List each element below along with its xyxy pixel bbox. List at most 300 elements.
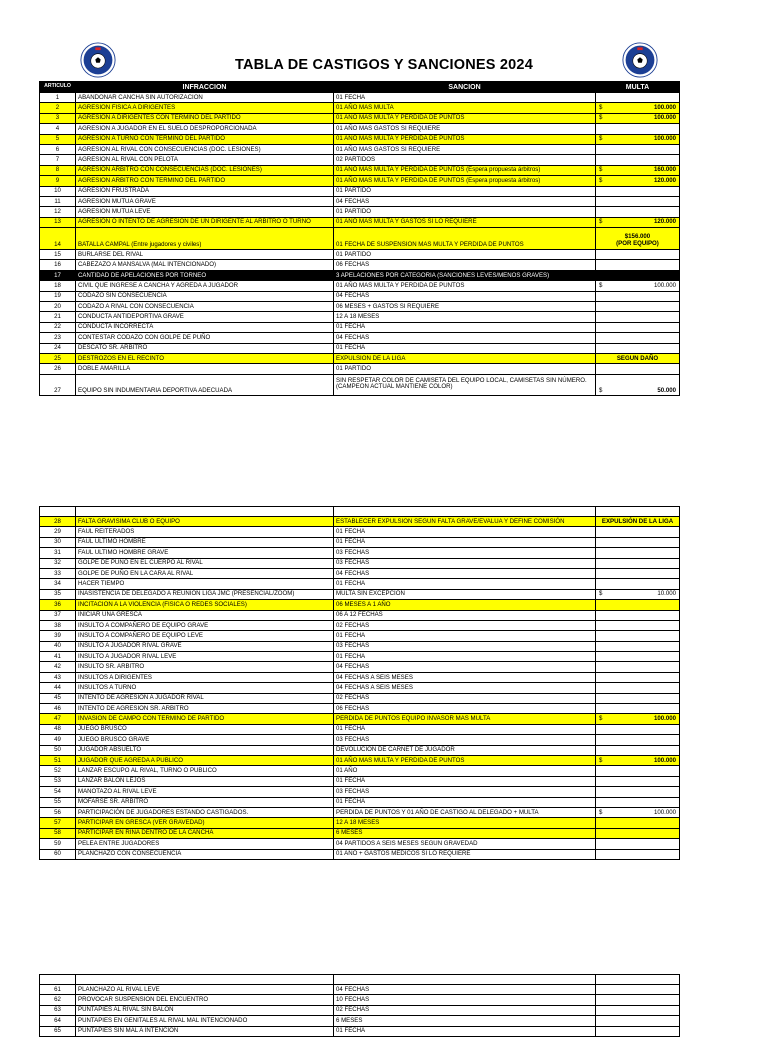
articulo-cell: 48 (40, 724, 76, 734)
table-row (40, 985, 680, 995)
sancion-cell: EXPULSION DE LA LIGA (334, 353, 596, 363)
multa-cell (596, 270, 680, 280)
multa-cell (596, 755, 680, 765)
table-row (40, 641, 680, 651)
sancion-cell: 01 FECHA (334, 652, 596, 662)
multa-cell (596, 828, 680, 838)
articulo-cell: 7 (40, 155, 76, 165)
articulo-cell: 14 (40, 228, 76, 250)
infraccion-cell: JUGADOR QUE AGREDA A PUBLICO (76, 755, 334, 765)
infraccion-cell: PELEA ENTRE JUGADORES (76, 839, 334, 849)
articulo-cell: 56 (40, 807, 76, 817)
table-row (40, 250, 680, 260)
table-row (40, 766, 680, 776)
sancion-cell: 01 AÑO MAS MULTA Y PERDIDA DE PUNTOS (334, 113, 596, 123)
articulo-cell: 17 (40, 270, 76, 280)
sancion-cell: 01 FECHA (334, 343, 596, 353)
multa-cell (596, 291, 680, 301)
table-row (40, 260, 680, 270)
infraccion-cell: GOLPE DE PUÑO EN LA CARA AL RIVAL (76, 568, 334, 578)
infraccion-cell: JUEGO BRUSCO GRAVE (76, 735, 334, 745)
multa-cell (596, 507, 680, 517)
currency-symbol: $ (599, 135, 603, 143)
multa-cell (596, 704, 680, 714)
sancion-cell: 04 FECHAS A SEIS MESES (334, 683, 596, 693)
multa-amount: 100.000 (653, 756, 676, 764)
sancion-cell: MULTA SIN EXCEPCION (334, 589, 596, 599)
sancion-cell: DEVOLUCION DE CARNET DE JUGADOR (334, 745, 596, 755)
table-row (40, 281, 680, 291)
sancion-cell (334, 975, 596, 985)
multa-cell (596, 113, 680, 123)
articulo-cell: 37 (40, 610, 76, 620)
table-row (40, 620, 680, 630)
sancion-cell: 01 PARTIDO (334, 186, 596, 196)
sancion-cell: 01 FECHA (334, 797, 596, 807)
multa-cell (596, 155, 680, 165)
multa-cell (596, 652, 680, 662)
table-row (40, 849, 680, 859)
sancion-cell: 04 FECHAS (334, 333, 596, 343)
table-row (40, 228, 680, 250)
multa-amount: 100.000 (653, 104, 676, 112)
multa-amount: 160.000 (653, 166, 676, 174)
multa-cell (596, 610, 680, 620)
articulo-cell: 47 (40, 714, 76, 724)
table-row (40, 610, 680, 620)
infraccion-cell: AGRESION ARBITRO CON CONSECUENCIAS (DOC. LESIONES) (76, 165, 334, 175)
sancion-cell: 01 FECHA (334, 527, 596, 537)
table-row (40, 704, 680, 714)
infraccion-cell: FAUL ULTIMO HOMBRE GRAVE (76, 548, 334, 558)
multa-cell (596, 672, 680, 682)
sancion-cell: 03 FECHAS (334, 558, 596, 568)
infraccion-cell: DESTROZOS EN EL RECINTO (76, 353, 334, 363)
infraccion-cell: BATALLA CAMPAL (Entre jugadores y civiles) (76, 228, 334, 250)
articulo-cell: 57 (40, 818, 76, 828)
table-row (40, 93, 680, 103)
articulo-cell (40, 975, 76, 985)
sancion-cell: 01 AÑO MAS MULTA Y PERDIDA DE PUNTOS (Espera propuesta árbitros) (334, 176, 596, 186)
infraccion-cell: AGRESION AL RIVAL CON CONSECUENCIAS (DOC. LESIONES) (76, 144, 334, 154)
articulo-cell: 44 (40, 683, 76, 693)
multa-cell (596, 745, 680, 755)
sancion-cell: 06 MESES A 1 AÑO (334, 600, 596, 610)
sancion-cell: 01 AÑO MAS MULTA Y PERDIDA DE PUNTOS (334, 134, 596, 144)
infraccion-cell: PARTICIPACIÓN DE JUGADORES ESTANDO CASTIGADOS. (76, 807, 334, 817)
table-row (40, 507, 680, 517)
infraccion-cell: JUGADOR ABSUELTO (76, 745, 334, 755)
table-row (40, 207, 680, 217)
table-row (40, 333, 680, 343)
table-row (40, 631, 680, 641)
multa-amount: 120.000 (653, 218, 676, 226)
articulo-cell: 15 (40, 250, 76, 260)
multa-cell (596, 787, 680, 797)
multa-amount: 100.000 (653, 808, 676, 816)
sancion-cell: 02 PARTIDOS (334, 155, 596, 165)
multa-cell (596, 568, 680, 578)
table-row (40, 322, 680, 332)
table-row (40, 165, 680, 175)
sancion-cell: 10 FECHAS (334, 995, 596, 1005)
infraccion-cell: ABANDONAR CANCHA SIN AUTORIZACION (76, 93, 334, 103)
multa-cell (596, 839, 680, 849)
articulo-cell: 11 (40, 196, 76, 206)
infraccion-cell: PUNTAPIES AL RIVAL SIN BALON (76, 1005, 334, 1015)
sancion-cell: 04 FECHAS (334, 662, 596, 672)
multa-cell (596, 1005, 680, 1015)
table-row (40, 807, 680, 817)
sancion-cell: 01 AÑO MAS MULTA Y PERDIDA DE PUNTOS (334, 755, 596, 765)
column-header-multa: MULTA (596, 82, 680, 93)
multa-cell (596, 207, 680, 217)
table-row (40, 270, 680, 280)
sancion-cell: 6 MESES (334, 828, 596, 838)
table-row (40, 364, 680, 374)
column-header-articulo: ARTICULO (40, 82, 76, 93)
infraccion-cell: JUEGO BRUSCO (76, 724, 334, 734)
currency-symbol: $ (599, 166, 603, 174)
table-row (40, 818, 680, 828)
table-row (40, 745, 680, 755)
infraccion-cell: MOFARSE SR. ARBITRO (76, 797, 334, 807)
sancion-cell: 03 FECHAS (334, 641, 596, 651)
currency-symbol: $ (599, 590, 603, 598)
multa-cell (596, 849, 680, 859)
articulo-cell: 6 (40, 144, 76, 154)
table-row (40, 568, 680, 578)
multa-cell (596, 134, 680, 144)
infraccion-cell: DESCATO SR. ARBITRO (76, 343, 334, 353)
infraccion-cell: AGRESION AL RIVAL CON PELOTA (76, 155, 334, 165)
infraccion-cell: CABEZAZO A MANSALVA (MAL INTENCIONADO) (76, 260, 334, 270)
sancion-cell: 01 PARTIDO (334, 207, 596, 217)
multa-cell (596, 374, 680, 395)
articulo-cell: 42 (40, 662, 76, 672)
articulo-cell: 26 (40, 364, 76, 374)
articulo-cell: 23 (40, 333, 76, 343)
infraccion-cell: AGRESION MUTUA GRAVE (76, 196, 334, 206)
articulo-cell: 46 (40, 704, 76, 714)
table-row (40, 787, 680, 797)
multa-cell (596, 302, 680, 312)
articulo-cell: 4 (40, 124, 76, 134)
sancion-cell: 03 FECHAS (334, 735, 596, 745)
infraccion-cell: HACER TIEMPO (76, 579, 334, 589)
multa-cell: SEGUN DAÑO (596, 353, 680, 363)
articulo-cell: 62 (40, 995, 76, 1005)
multa-cell (596, 641, 680, 651)
currency-symbol: $ (599, 104, 603, 112)
infraccion-cell: INSULTOS A DIRIGENTES (76, 672, 334, 682)
sancion-cell: 06 MESES + GASTOS SI REQUIERE (334, 302, 596, 312)
multa-cell (596, 558, 680, 568)
articulo-cell: 1 (40, 93, 76, 103)
table-row (40, 548, 680, 558)
column-header-infraccion: INFRACCION (76, 82, 334, 93)
multa-cell (596, 312, 680, 322)
infraccion-cell (76, 975, 334, 985)
articulo-cell: 45 (40, 693, 76, 703)
articulo-cell: 39 (40, 631, 76, 641)
sancion-cell: 01 AÑO MAS MULTA (334, 103, 596, 113)
multa-cell (596, 165, 680, 175)
table-row (40, 176, 680, 186)
infraccion-cell: CANTIDAD DE APELACIONES POR TORNEO (76, 270, 334, 280)
multa-amount: 10.000 (657, 590, 676, 598)
multa-cell (596, 217, 680, 227)
currency-symbol: $ (599, 386, 603, 394)
articulo-cell: 10 (40, 186, 76, 196)
multa-cell (596, 714, 680, 724)
articulo-cell: 61 (40, 985, 76, 995)
multa-cell (596, 124, 680, 134)
multa-cell (596, 683, 680, 693)
sancion-cell: 06 FECHAS (334, 260, 596, 270)
infraccion-cell: INTENTO DE AGRESION A JUGADOR RIVAL (76, 693, 334, 703)
articulo-cell: 3 (40, 113, 76, 123)
sancion-cell: 01 AÑO MAS MULTA Y GASTOS SI LO REQUIERE (334, 217, 596, 227)
articulo-cell (40, 507, 76, 517)
infraccion-cell: PUNTAPIES EN GENITALES AL RIVAL MAL INTENCIONADO (76, 1016, 334, 1026)
articulo-cell: 51 (40, 755, 76, 765)
currency-symbol: $ (599, 176, 603, 184)
infraccion-cell: CONDUCTA INCORRECTA (76, 322, 334, 332)
infraccion-cell: CONTESTAR CODAZO CON GOLPE DE PUÑO (76, 333, 334, 343)
infraccion-cell: PLANCHAZO AL RIVAL LEVE (76, 985, 334, 995)
articulo-cell: 33 (40, 568, 76, 578)
sancion-cell: 01 FECHA (334, 322, 596, 332)
multa-amount: 100.000 (653, 135, 676, 143)
sancion-cell: 01 AÑO (334, 766, 596, 776)
articulo-cell: 8 (40, 165, 76, 175)
articulo-cell: 55 (40, 797, 76, 807)
multa-cell (596, 250, 680, 260)
table-header-row (40, 82, 680, 93)
articulo-cell: 38 (40, 620, 76, 630)
articulo-cell: 35 (40, 589, 76, 599)
multa-cell (596, 281, 680, 291)
articulo-cell: 13 (40, 217, 76, 227)
table-row (40, 113, 680, 123)
articulo-cell: 12 (40, 207, 76, 217)
articulo-cell: 28 (40, 517, 76, 527)
sancion-cell (334, 507, 596, 517)
sancion-cell: 12 A 18 MESES (334, 818, 596, 828)
infraccion-cell: FAUL ULTIMO HOMBRE (76, 537, 334, 547)
articulo-cell: 2 (40, 103, 76, 113)
articulo-cell: 29 (40, 527, 76, 537)
multa-cell (596, 333, 680, 343)
table-row (40, 517, 680, 527)
infraccion-cell: AGRESION A DIRIGENTES CON TERMINO DEL PARTIDO (76, 113, 334, 123)
table-row (40, 579, 680, 589)
infraccion-cell: FAUL REITERADOS (76, 527, 334, 537)
multa-cell (596, 103, 680, 113)
multa-amount: 100.000 (653, 715, 676, 723)
currency-symbol: $ (599, 281, 603, 289)
multa-cell (596, 807, 680, 817)
infraccion-cell: PROVOCAR SUSPENSION DEL ENCUENTRO (76, 995, 334, 1005)
articulo-cell: 50 (40, 745, 76, 755)
multa-cell (596, 693, 680, 703)
page-title: TABLA DE CASTIGOS Y SANCIONES 2024 (235, 57, 533, 73)
infraccion-cell: AGRESION O INTENTO DE AGRESION DE UN DIRIGENTE AL ARBITRO O TURNO (76, 217, 334, 227)
table-row (40, 724, 680, 734)
multa-note: (POR EQUIPO) (616, 240, 659, 248)
articulo-cell: 49 (40, 735, 76, 745)
sanctions-table-part-2 (39, 506, 680, 860)
infraccion-cell: CIVIL QUE INGRESE A CANCHA Y AGREDA A JUGADOR (76, 281, 334, 291)
multa-cell (596, 589, 680, 599)
table-row (40, 124, 680, 134)
infraccion-cell: AGRESION ARBITRO CON TERMINO DEL PARTIDO (76, 176, 334, 186)
sancion-cell: 01 AÑO MAS GASTOS SI REQUIERE (334, 144, 596, 154)
multa-amount: 120.000 (653, 176, 676, 184)
sancion-cell: 04 FECHAS (334, 291, 596, 301)
multa-cell (596, 364, 680, 374)
infraccion-cell: CODAZO A RIVAL CON CONSECUENCIA (76, 302, 334, 312)
table-row (40, 1005, 680, 1015)
articulo-cell: 25 (40, 353, 76, 363)
infraccion-cell: INSULTO SR. ARBITRO (76, 662, 334, 672)
multa-cell (596, 1016, 680, 1026)
articulo-cell: 27 (40, 374, 76, 395)
infraccion-cell: INASISTENCIA DE DELEGADO A REUNION LIGA JMC (PRESENCIAL/ZOOM) (76, 589, 334, 599)
multa-cell (596, 995, 680, 1005)
articulo-cell: 36 (40, 600, 76, 610)
multa-amount: 100.000 (653, 281, 676, 289)
articulo-cell: 60 (40, 849, 76, 859)
articulo-cell: 40 (40, 641, 76, 651)
sancion-cell: 12 A 18 MESES (334, 312, 596, 322)
multa-cell (596, 1026, 680, 1036)
table-row (40, 196, 680, 206)
table-row (40, 291, 680, 301)
table-row (40, 735, 680, 745)
sancion-cell: 01 PARTIDO (334, 250, 596, 260)
articulo-cell: 65 (40, 1026, 76, 1036)
table-row (40, 1016, 680, 1026)
currency-symbol: $ (599, 114, 603, 122)
sancion-cell: 03 FECHAS (334, 548, 596, 558)
infraccion-cell: INSULTO A JUGADOR RIVAL GRAVE (76, 641, 334, 651)
multa-cell (596, 735, 680, 745)
multa-cell (596, 985, 680, 995)
articulo-cell: 5 (40, 134, 76, 144)
infraccion-cell: AGRESION A JUGADOR EN EL SUELO DESPROPORCIONADA (76, 124, 334, 134)
multa-amount: 100.000 (653, 114, 676, 122)
sanctions-table-part-1 (39, 81, 680, 396)
sancion-cell: 01 FECHA (334, 631, 596, 641)
multa-cell (596, 548, 680, 558)
sancion-cell: 01 AÑO MAS MULTA Y PERDIDA DE PUNTOS (Espera propuesta árbitros) (334, 165, 596, 175)
articulo-cell: 21 (40, 312, 76, 322)
sancion-cell: 01 AÑO MAS MULTA Y PERDIDA DE PUNTOS (334, 281, 596, 291)
sancion-cell: 01 PARTIDO (334, 364, 596, 374)
multa-cell (596, 662, 680, 672)
infraccion-cell: PUNTAPIES SIN MAL A INTENCION (76, 1026, 334, 1036)
table-row (40, 343, 680, 353)
table-row (40, 217, 680, 227)
sancion-cell: 04 FECHAS (334, 196, 596, 206)
table-row (40, 755, 680, 765)
infraccion-cell: AGRESION A TURNO CON TERMINO DEL PARTIDO (76, 134, 334, 144)
infraccion-cell: INSULTOS A TURNO (76, 683, 334, 693)
articulo-cell: 43 (40, 672, 76, 682)
table-row (40, 353, 680, 363)
table-row (40, 683, 680, 693)
articulo-cell: 58 (40, 828, 76, 838)
sancion-cell: 02 FECHAS (334, 693, 596, 703)
table-row (40, 374, 680, 395)
sancion-cell: 04 PARTIDOS A SEIS MESES SEGUN GRAVEDAD (334, 839, 596, 849)
table-row (40, 302, 680, 312)
sancion-cell: 01 FECHA (334, 537, 596, 547)
table-row (40, 1026, 680, 1036)
infraccion-cell: DOBLE AMARILLA (76, 364, 334, 374)
multa-cell (596, 144, 680, 154)
articulo-cell: 59 (40, 839, 76, 849)
sancion-cell: ESTABLECER EXPULSION SEGUN FALTA GRAVE/EVALUA Y DEFINE COMISIÓN (334, 517, 596, 527)
table-row (40, 776, 680, 786)
sancion-cell: 01 FECHA (334, 724, 596, 734)
sancion-cell: 3 APELACIONES POR CATEGORIA (SANCIONES LEVES/MENOS GRAVES) (334, 270, 596, 280)
sancion-cell: 01 AÑO + GASTOS MEDICOS SI LO REQUIERE (334, 849, 596, 859)
articulo-cell: 18 (40, 281, 76, 291)
table-row (40, 134, 680, 144)
table-row (40, 527, 680, 537)
table-row (40, 797, 680, 807)
multa-cell (596, 797, 680, 807)
multa-cell (596, 579, 680, 589)
multa-cell (596, 631, 680, 641)
articulo-cell: 34 (40, 579, 76, 589)
infraccion-cell: LANZAR ESCUPO AL RIVAL, TURNO O PUBLICO (76, 766, 334, 776)
table-row (40, 600, 680, 610)
sanctions-table-part-3 (39, 974, 680, 1037)
articulo-cell: 63 (40, 1005, 76, 1015)
articulo-cell: 9 (40, 176, 76, 186)
infraccion-cell: AGRESION MUTUA LEVE (76, 207, 334, 217)
sancion-cell: SIN RESPETAR COLOR DE CAMISETA DEL EQUIPO LOCAL, CAMISETAS SIN NÚMERO. (CAMPEON ACTUAL MANTIENE COLOR) (334, 374, 596, 395)
table-row (40, 186, 680, 196)
infraccion-cell: CODAZO SIN CONSECUENCIA (76, 291, 334, 301)
articulo-cell: 24 (40, 343, 76, 353)
table-row (40, 144, 680, 154)
multa-cell (596, 600, 680, 610)
infraccion-cell: FALTA GRAVISIMA CLUB O EQUIPO (76, 517, 334, 527)
table-row (40, 693, 680, 703)
currency-symbol: $ (599, 218, 603, 226)
multa-cell (596, 975, 680, 985)
sancion-cell: 06 A 12 FECHAS (334, 610, 596, 620)
infraccion-cell: INCITACION A LA VIOLENCIA (FISICA O REDES SOCIALES) (76, 600, 334, 610)
table-row (40, 589, 680, 599)
multa-cell (596, 322, 680, 332)
multa-cell (596, 228, 680, 250)
table-row (40, 155, 680, 165)
multa-cell: EXPULSIÓN DE LA LIGA (596, 517, 680, 527)
infraccion-cell: GOLPE DE PUÑO EN EL CUERPO AL RIVAL (76, 558, 334, 568)
table-row (40, 975, 680, 985)
multa-cell (596, 537, 680, 547)
infraccion-cell: LANZAR BALON LEJOS (76, 776, 334, 786)
multa-cell (596, 724, 680, 734)
infraccion-cell: PLANCHAZO CON CONSECUENCIA (76, 849, 334, 859)
table-row (40, 558, 680, 568)
